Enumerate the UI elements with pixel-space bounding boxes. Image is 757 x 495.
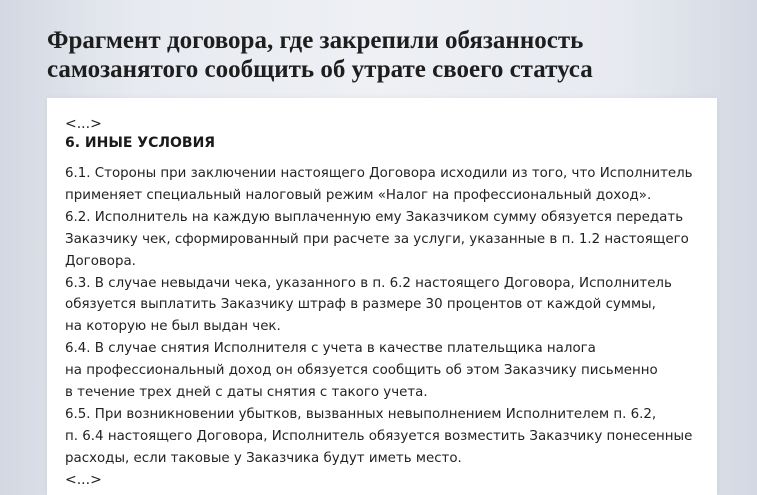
contract-line: 6.5. При возникновении убытков, вызванных невыполнением Исполнителем п. 6.2, bbox=[65, 406, 657, 422]
section-title: 6. ИНЫЕ УСЛОВИЯ bbox=[65, 135, 216, 151]
contract-line: обязуется выплатить Заказчику штраф в размере 30 процентов от каждой суммы, bbox=[65, 297, 656, 313]
contract-line: применяет специальный налоговый режим «Налог на профессиональный доход». bbox=[65, 187, 652, 203]
contract-line: расходы, если таковые у Заказчика будут иметь место. bbox=[65, 450, 462, 466]
contract-line: на профессиональный доход он обязуется сообщить об этом Заказчику письменно bbox=[65, 363, 658, 379]
contract-text bbox=[65, 163, 699, 470]
contract-line: 6.1. Стороны при заключении настоящего Договора исходили из того, что Исполнитель bbox=[65, 166, 693, 181]
contract-line: п. 6.4 настоящего Договора, Исполнитель обязуется возместить Заказчику понесенные bbox=[65, 428, 693, 444]
heading-line-2: самозанятого сообщить об утрате своего статуса bbox=[47, 56, 593, 83]
heading-line-1: Фрагмент договора, где закрепили обязанность bbox=[47, 27, 584, 54]
contract-line: 6.3. В случае невыдачи чека, указанного в п. 6.2 настоящего Договора, Исполнитель bbox=[65, 275, 672, 291]
contract-line: в течение трех дней с даты снятия с такого учета. bbox=[65, 385, 428, 401]
contract-line: Договора. bbox=[65, 253, 136, 269]
contract-line: 6.2. Исполнитель на каждую выплаченную ему Заказчиком сумму обязуется передать bbox=[65, 209, 684, 225]
contract-excerpt-card bbox=[47, 98, 717, 495]
ellipsis-bottom: <...> bbox=[65, 471, 102, 488]
page-heading bbox=[47, 26, 737, 84]
contract-line: 6.4. В случае снятия Исполнителя с учета в качестве плательщика налога bbox=[65, 341, 596, 357]
ellipsis-top: <...> bbox=[65, 116, 102, 132]
contract-line: Заказчику чек, сформированный при расчете за услуги, указанные в п. 1.2 настоящего bbox=[65, 231, 689, 247]
contract-line: на которую не был выдан чек. bbox=[65, 319, 281, 335]
